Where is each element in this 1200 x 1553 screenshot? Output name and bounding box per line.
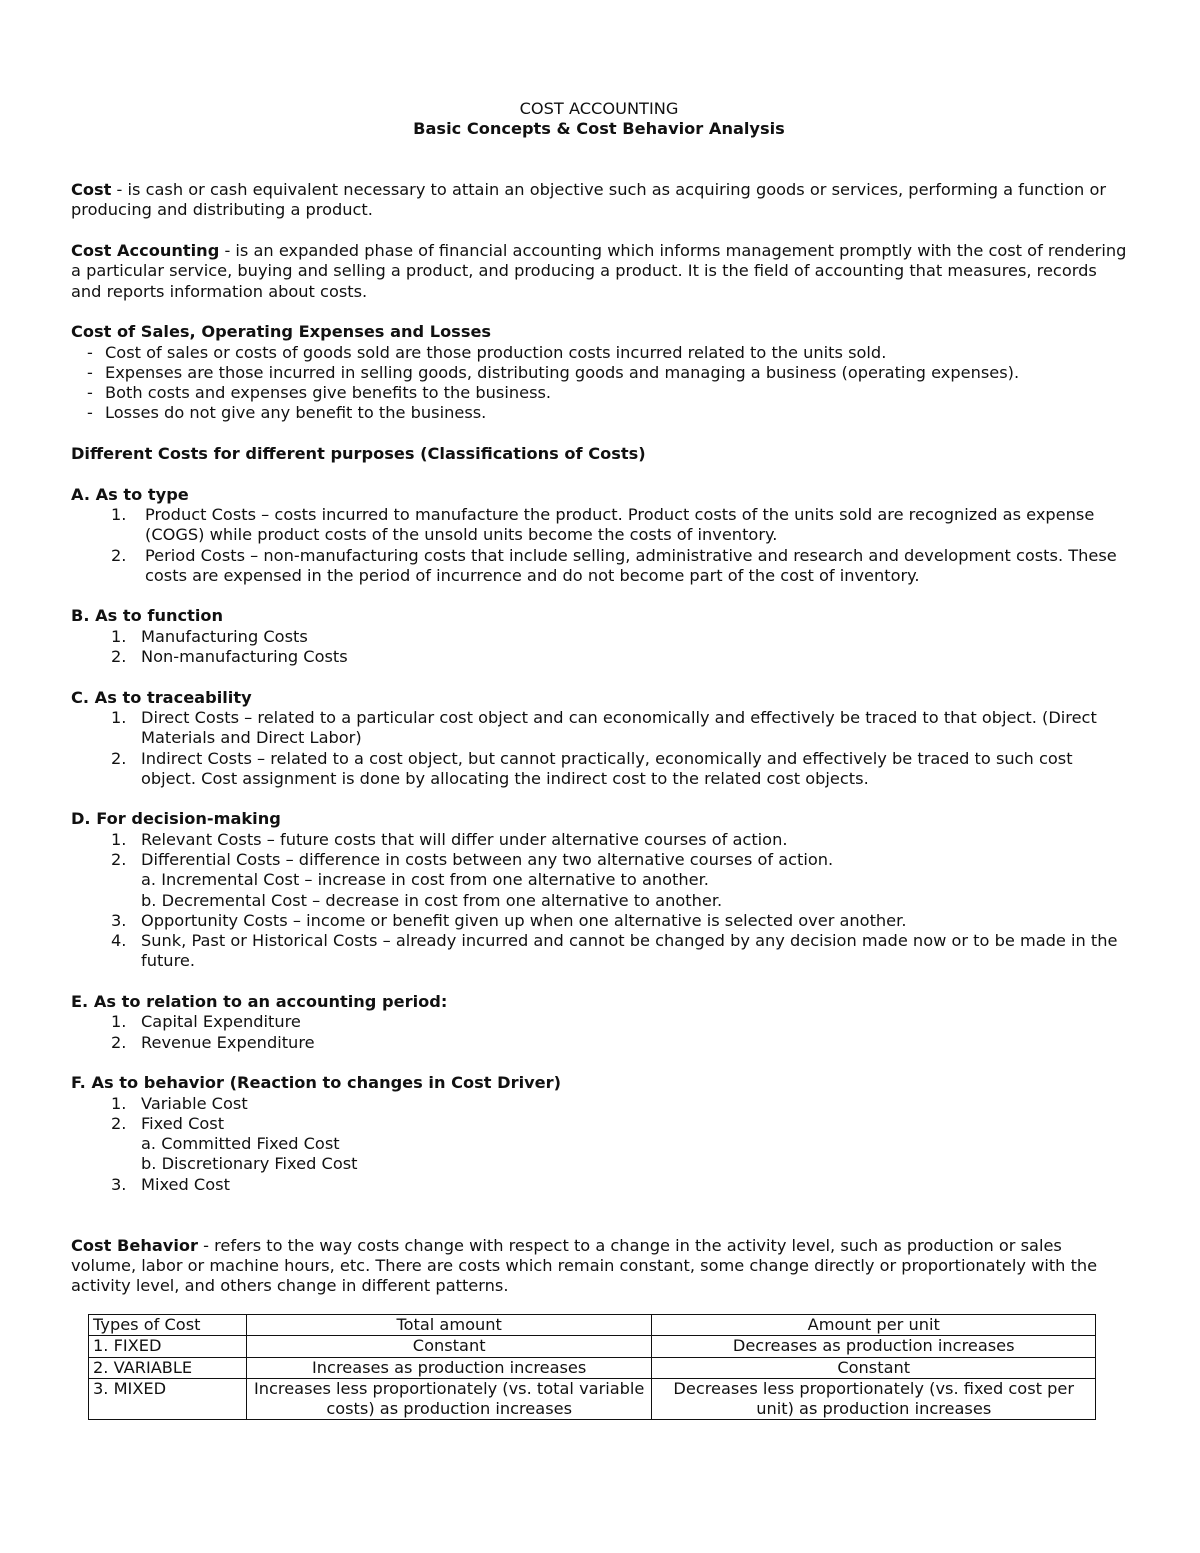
- cost-behavior-text: - refers to the way costs change with respect to a change in the activity level, such as production or sales volume, labor or machine hours, etc. There are costs which remain constant, some change directly or proportionately with the activity level, and others change in different patterns.: [71, 1235, 1098, 1296]
- list-item: 1. Direct Costs – related to a particular cost object and can economically and effectively be traced to that object. (Direct Materials and Direct Labor): [111, 707, 1097, 748]
- table-row: [89, 1336, 1096, 1357]
- list-item: 2. Fixed Cost: [111, 1113, 225, 1133]
- list-item: 3. Opportunity Costs – income or benefit given up when one alternative is selected over another.: [111, 910, 907, 930]
- list-item: - Expenses are those incurred in selling goods, distributing goods and managing a business (operating expenses).: [87, 362, 1020, 382]
- table-cell: Decreases as production increases: [652, 1336, 1096, 1357]
- table-cell: Constant: [652, 1357, 1096, 1378]
- section-e-heading: E. As to relation to an accounting period:: [71, 992, 448, 1012]
- section-b-heading: B. As to function: [71, 606, 224, 626]
- section-f-heading: F. As to behavior (Reaction to changes in Cost Driver): [71, 1073, 562, 1093]
- cost-accounting-term: Cost Accounting: [71, 241, 220, 261]
- list-item: - Both costs and expenses give benefits to the business.: [87, 383, 552, 403]
- table-row: [89, 1378, 1096, 1420]
- list-item: 4. Sunk, Past or Historical Costs – already incurred and cannot be changed by any decision made now or to be made in the future.: [111, 931, 1118, 971]
- cost-behavior-table: [88, 1314, 1096, 1420]
- cost-definition: [71, 180, 1127, 221]
- table-cell: Increases as production increases: [246, 1357, 652, 1378]
- list-item: 1. Manufacturing Costs: [111, 626, 308, 646]
- list-item: - Losses do not give any benefit to the business.: [87, 403, 487, 423]
- list-item: 1. Variable Cost: [111, 1093, 248, 1113]
- sub-list-item: b. Discretionary Fixed Cost: [141, 1154, 358, 1174]
- classifications-heading: Different Costs for different purposes (Classifications of Costs): [71, 444, 646, 464]
- list-item: 1. Relevant Costs – future costs that will differ under alternative courses of action.: [111, 829, 788, 849]
- table-cell: 2. VARIABLE: [89, 1357, 247, 1378]
- cost-behavior-definition: [71, 1236, 1127, 1297]
- cost-accounting-text: - is an expanded phase of financial accounting which informs management promptly with the cost of rendering a particular service, buying and selling a product, and producing a product. It is the field of accounting that measures, records and reports information about costs.: [71, 241, 1127, 301]
- cost-text: - is cash or cash equivalent necessary to attain an objective such as acquiring goods or services, performing a function or producing and distributing a product.: [71, 180, 1107, 220]
- list-item: 2. Non-manufacturing Costs: [111, 647, 348, 667]
- list-item: 2. Indirect Costs – related to a cost object, but cannot practically, economically and effectively be traced to such cost object. Cost assignment is done by allocating the indirect cost to the related cost objects.: [111, 748, 1073, 788]
- document-page: [71, 99, 1127, 1419]
- table-header-row: [89, 1315, 1096, 1336]
- list-item: 1. Capital Expenditure: [111, 1012, 301, 1032]
- cost-accounting-definition: [71, 241, 1127, 302]
- table-header-cell: Amount per unit: [652, 1315, 1096, 1336]
- document-title: COST ACCOUNTING: [519, 99, 679, 118]
- cost-term: Cost: [71, 180, 112, 200]
- table-cell: 3. MIXED: [89, 1378, 247, 1420]
- cost-behavior-term: Cost Behavior: [71, 1235, 198, 1255]
- list-item: 2. Revenue Expenditure: [111, 1032, 315, 1052]
- table-cell: Constant: [246, 1336, 652, 1357]
- cost-of-sales-heading: Cost of Sales, Operating Expenses and Losses: [71, 322, 492, 342]
- list-item: 3. Mixed Cost: [111, 1174, 230, 1194]
- dash-marker: -: [87, 342, 93, 362]
- table-header-cell: Types of Cost: [89, 1315, 247, 1336]
- sub-list-item: a. Committed Fixed Cost: [141, 1134, 340, 1154]
- sub-list-item: a. Incremental Cost – increase in cost from one alternative to another.: [141, 870, 709, 890]
- section-d-heading: D. For decision-making: [71, 809, 281, 829]
- dash-marker: -: [87, 383, 93, 403]
- dash-marker: -: [87, 403, 93, 423]
- list-item: - Cost of sales or costs of goods sold are those production costs incurred related to the units sold.: [87, 342, 887, 362]
- table-row: [89, 1357, 1096, 1378]
- table-cell: 1. FIXED: [89, 1336, 247, 1357]
- sub-list-item: b. Decremental Cost – decrease in cost from one alternative to another.: [141, 890, 723, 910]
- table-cell: Decreases less proportionately (vs. fixed cost per unit) as production increases: [652, 1378, 1096, 1420]
- table-cell: Increases less proportionately (vs. total variable costs) as production increases: [246, 1378, 652, 1420]
- section-a-heading: A. As to type: [71, 484, 189, 504]
- table-header-cell: Total amount: [246, 1315, 652, 1336]
- list-item: 2. Period Costs – non-manufacturing costs that include selling, administrative and research and development costs. These costs are expensed in the period of incurrence and do not become part of the cost of inventory.: [111, 545, 1117, 585]
- dash-marker: -: [87, 362, 93, 382]
- section-c-heading: C. As to traceability: [71, 687, 252, 707]
- list-item: 1. Product Costs – costs incurred to manufacture the product. Product costs of the units sold are recognized as expense (COGS) while product costs of the unsold units become the costs of inventory.: [111, 504, 1095, 545]
- list-item: 2. Differential Costs – difference in costs between any two alternative courses of action.: [111, 849, 834, 869]
- document-subtitle: Basic Concepts & Cost Behavior Analysis: [413, 119, 785, 139]
